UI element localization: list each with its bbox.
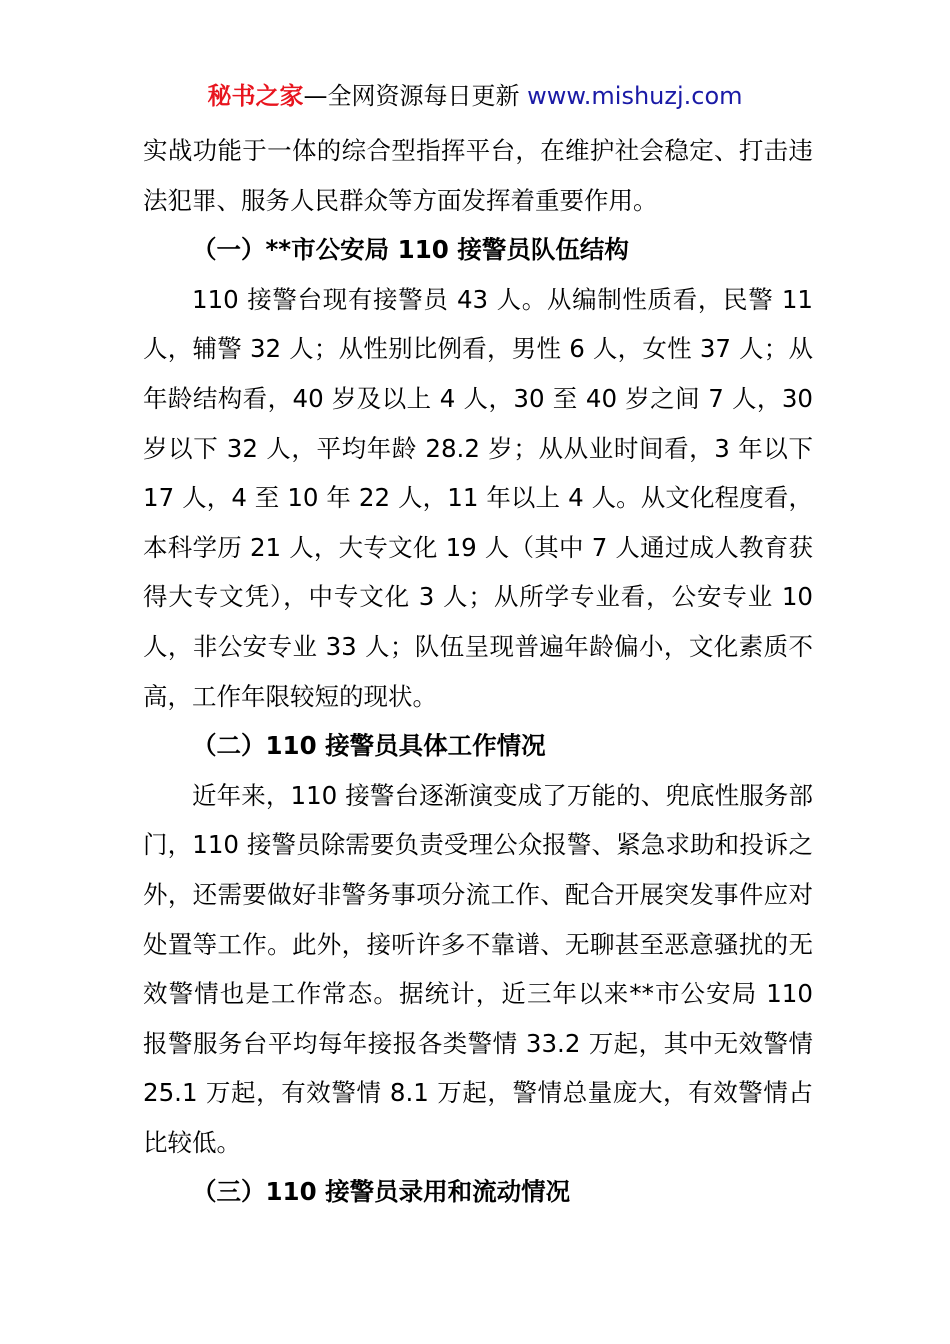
site-url-link[interactable]: www.mishuzj.com [527,82,743,110]
team-structure-paragraph: 110 接警台现有接警员 43 人。从编制性质看，民警 11 人，辅警 32 人；从性别比例看，男性 6 人，女性 37 人；从年龄结构看，40 岁及以上 4 人，30 至 40 岁之间 7 人，30 岁以下 32 人，平均年龄 28.2 岁；从从业时间看，3 年以下 17 人，4 至 10 年 22 人，11 年以上 4 人。从文化程度看，本科学历 21 人，大专文化 19 人（其中 7 人通过成人教育获得大专文凭），中专文化 3 人；从所学专业看，公安专业 10 人，非公安专业 33 人；队伍呈现普遍年龄偏小，文化素质不高，工作年限较短的现状。 [143,284,813,711]
site-header [0,80,950,112]
site-tagline: —全网资源每日更新 [303,82,520,110]
intro-paragraph: 实战功能于一体的综合型指挥平台，在维护社会稳定、打击违法犯罪、服务人民群众等方面发挥着重要作用。 [143,136,813,215]
section-heading-2: （二）110 接警员具体工作情况 [192,731,546,761]
work-situation-paragraph: 近年来，110 接警台逐渐演变成了万能的、兜底性服务部门，110 接警员除需要负责受理公众报警、紧急求助和投诉之外，还需要做好非警务事项分流工作、配合开展突发事件应对处置等工作。此外，接听许多不靠谱、无聊甚至恶意骚扰的无效警情也是工作常态。据统计，近三年以来**市公安局 110 报警服务台平均每年接报各类警情 33.2 万起，其中无效警情 25.1 万起，有效警情 8.1 万起，警情总量庞大，有效警情占比较低。 [143,780,813,1157]
site-brand: 秘书之家 [207,82,304,110]
document-body [143,126,813,1217]
section-heading-3: （三）110 接警员录用和流动情况 [192,1177,571,1207]
section-heading-1: （一）**市公安局 110 接警员队伍结构 [192,235,629,265]
